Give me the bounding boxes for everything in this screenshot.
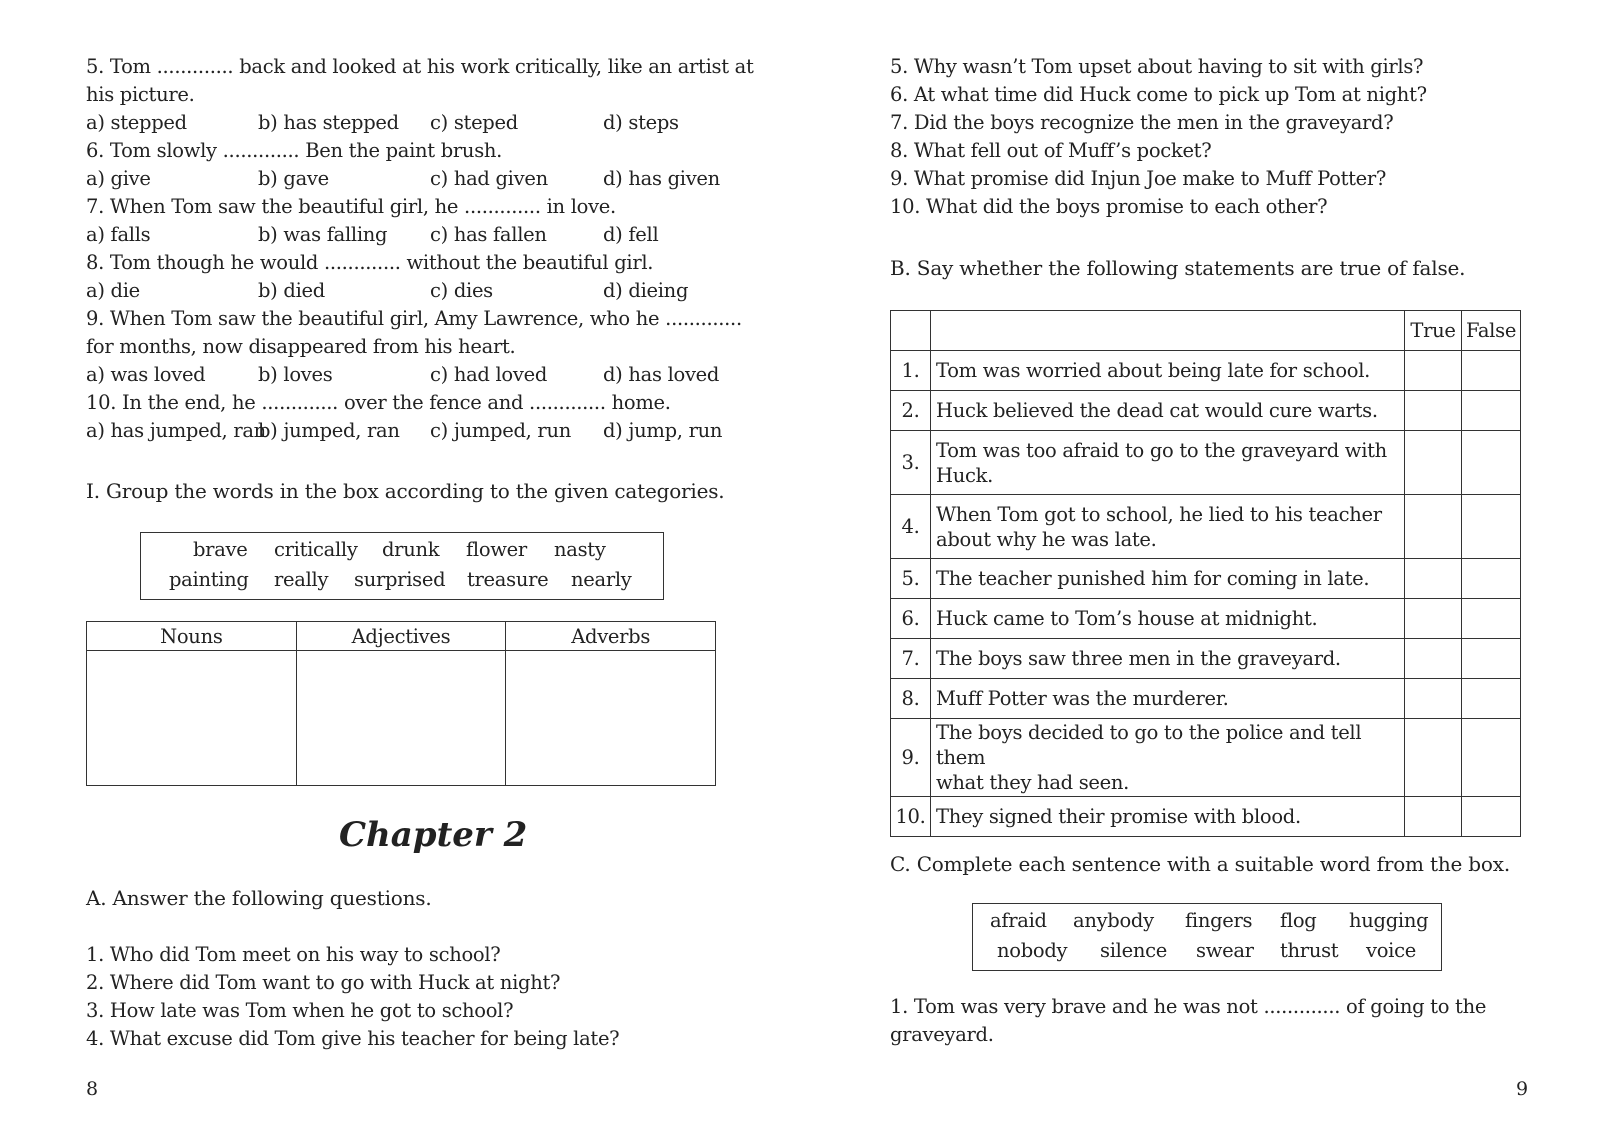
statement-number: 7. <box>891 639 931 679</box>
mcq-7-option-a: a) falls <box>86 223 151 246</box>
statement-row <box>891 719 1521 797</box>
tf-header-blank-statement <box>931 311 1405 351</box>
statement-number: 4. <box>891 495 931 559</box>
mcq-9-option-d: d) has loved <box>603 363 720 386</box>
statement-number: 6. <box>891 599 931 639</box>
mcq-6-option-d: d) has given <box>603 167 720 190</box>
mcq-9-stem-line-1: 9. When Tom saw the beautiful girl, Amy Lawrence, who he ............. <box>86 307 742 330</box>
word-box-word: thrust <box>1280 939 1339 962</box>
section-c-heading: C. Complete each sentence with a suitable word from the box. <box>890 852 1510 876</box>
question-10: 10. What did the boys promise to each other? <box>890 195 1328 218</box>
mcq-10-option-c: c) jumped, run <box>430 419 571 442</box>
statement-text: Tom was worried about being late for school. <box>931 351 1405 391</box>
mcq-8-option-c: c) dies <box>430 279 493 302</box>
false-checkbox-cell[interactable] <box>1462 679 1521 719</box>
statement-number: 8. <box>891 679 931 719</box>
statement-number: 9. <box>891 719 931 797</box>
true-checkbox-cell[interactable] <box>1405 639 1462 679</box>
question-1: 1. Who did Tom meet on his way to school? <box>86 943 501 966</box>
tf-header-blank-num <box>891 311 931 351</box>
question-4: 4. What excuse did Tom give his teacher for being late? <box>86 1027 620 1050</box>
mcq-5-option-c: c) steped <box>430 111 518 134</box>
statement-text <box>931 495 1405 559</box>
false-checkbox-cell[interactable] <box>1462 599 1521 639</box>
statement-text <box>931 431 1405 495</box>
false-checkbox-cell[interactable] <box>1462 495 1521 559</box>
statement-number: 10. <box>891 797 931 837</box>
word-box-word: flower <box>466 538 527 561</box>
statement-text-line: Huck. <box>936 463 994 487</box>
question-3: 3. How late was Tom when he got to school? <box>86 999 514 1022</box>
mcq-10-option-a: a) has jumped, ran <box>86 419 266 442</box>
mcq-10-option-d: d) jump, run <box>603 419 723 442</box>
word-box-word: silence <box>1100 939 1167 962</box>
question-7: 7. Did the boys recognize the men in the graveyard? <box>890 111 1394 134</box>
mcq-7-option-c: c) has fallen <box>430 223 547 246</box>
category-table-header-row <box>87 622 716 651</box>
tf-header-row <box>891 311 1521 351</box>
mcq-5-stem-line-1: 5. Tom ............. back and looked at his work critically, like an artist at <box>86 55 754 78</box>
true-checkbox-cell[interactable] <box>1405 679 1462 719</box>
true-checkbox-cell[interactable] <box>1405 719 1462 797</box>
mcq-7-option-d: d) fell <box>603 223 659 246</box>
true-checkbox-cell[interactable] <box>1405 599 1462 639</box>
section-i-heading: I. Group the words in the box according to the given categories. <box>86 479 725 503</box>
word-box-word: surprised <box>354 568 446 591</box>
statement-row <box>891 559 1521 599</box>
mcq-9-stem-line-2: for months, now disappeared from his heart. <box>86 335 516 358</box>
word-box <box>972 903 1442 971</box>
statement-text <box>931 719 1405 797</box>
word-box-word: fingers <box>1185 909 1253 932</box>
word-box-word: nearly <box>571 568 632 591</box>
true-column-header: True <box>1405 311 1462 351</box>
statement-number: 2. <box>891 391 931 431</box>
statement-text-line: what they had seen. <box>936 771 1130 794</box>
mcq-10-stem: 10. In the end, he ............. over the fence and ............. home. <box>86 391 671 414</box>
word-box <box>140 532 664 600</box>
mcq-5-option-b: b) has stepped <box>258 111 399 134</box>
completion-sentence-line-2: graveyard. <box>890 1023 994 1046</box>
adverbs-answer-cell[interactable] <box>506 651 716 786</box>
statement-row <box>891 431 1521 495</box>
section-a-heading: A. Answer the following questions. <box>86 886 432 910</box>
statement-text: The teacher punished him for coming in late. <box>931 559 1405 599</box>
word-box-word: painting <box>169 568 249 591</box>
true-false-table <box>890 310 1521 837</box>
mcq-6-option-a: a) give <box>86 167 151 190</box>
word-box-word: hugging <box>1349 909 1429 932</box>
question-2: 2. Where did Tom want to go with Huck at night? <box>86 971 561 994</box>
statement-text-line: about why he was late. <box>936 527 1157 551</box>
mcq-5-option-a: a) stepped <box>86 111 187 134</box>
true-checkbox-cell[interactable] <box>1405 495 1462 559</box>
true-checkbox-cell[interactable] <box>1405 351 1462 391</box>
false-checkbox-cell[interactable] <box>1462 797 1521 837</box>
adjectives-header: Adjectives <box>296 622 506 651</box>
true-checkbox-cell[interactable] <box>1405 797 1462 837</box>
right-page <box>890 0 1530 1143</box>
mcq-7-stem: 7. When Tom saw the beautiful girl, he ............. in love. <box>86 195 616 218</box>
statement-text: Muff Potter was the murderer. <box>931 679 1405 719</box>
mcq-6-option-c: c) had given <box>430 167 548 190</box>
false-column-header: False <box>1462 311 1521 351</box>
question-9: 9. What promise did Injun Joe make to Muff Potter? <box>890 167 1387 190</box>
mcq-10-option-b: b) jumped, ran <box>258 419 400 442</box>
statement-text-line: Tom was too afraid to go to the graveyard with <box>936 438 1387 462</box>
mcq-6-stem: 6. Tom slowly ............. Ben the paint brush. <box>86 139 503 162</box>
word-box-word: afraid <box>990 909 1047 932</box>
section-b-heading: B. Say whether the following statements are true of false. <box>890 256 1466 280</box>
word-box-word: really <box>274 568 329 591</box>
mcq-8-stem: 8. Tom though he would ............. without the beautiful girl. <box>86 251 654 274</box>
statement-text: The boys saw three men in the graveyard. <box>931 639 1405 679</box>
word-box-word: swear <box>1196 939 1254 962</box>
mcq-9-option-c: c) had loved <box>430 363 548 386</box>
word-box-word: nasty <box>554 538 606 561</box>
mcq-8-option-d: d) dieing <box>603 279 689 302</box>
true-checkbox-cell[interactable] <box>1405 431 1462 495</box>
mcq-6-option-b: b) gave <box>258 167 329 190</box>
false-checkbox-cell[interactable] <box>1462 559 1521 599</box>
adjectives-answer-cell[interactable] <box>296 651 506 786</box>
page-number-right: 9 <box>1516 1078 1529 1100</box>
mcq-7-option-b: b) was falling <box>258 223 388 246</box>
mcq-9-option-a: a) was loved <box>86 363 206 386</box>
mcq-5-stem-line-2: his picture. <box>86 83 195 106</box>
mcq-5-option-d: d) steps <box>603 111 679 134</box>
false-checkbox-cell[interactable] <box>1462 431 1521 495</box>
word-box-word: voice <box>1366 939 1416 962</box>
mcq-8-option-b: b) died <box>258 279 325 302</box>
completion-sentence-line-1: 1. Tom was very brave and he was not ............. of going to the <box>890 995 1487 1018</box>
statement-row <box>891 351 1521 391</box>
category-table <box>86 621 716 786</box>
false-checkbox-cell[interactable] <box>1462 391 1521 431</box>
true-checkbox-cell[interactable] <box>1405 559 1462 599</box>
word-box-word: treasure <box>467 568 549 591</box>
true-checkbox-cell[interactable] <box>1405 391 1462 431</box>
statement-text: They signed their promise with blood. <box>931 797 1405 837</box>
statement-row <box>891 679 1521 719</box>
question-5: 5. Why wasn’t Tom upset about having to sit with girls? <box>890 55 1424 78</box>
nouns-header: Nouns <box>87 622 297 651</box>
statement-text-line: The boys decided to go to the police and tell them <box>936 721 1362 769</box>
mcq-9-option-b: b) loves <box>258 363 333 386</box>
category-table-answer-row <box>87 651 716 786</box>
question-8: 8. What fell out of Muff’s pocket? <box>890 139 1212 162</box>
statement-number: 1. <box>891 351 931 391</box>
left-page <box>86 0 754 1143</box>
adverbs-header: Adverbs <box>506 622 716 651</box>
false-checkbox-cell[interactable] <box>1462 639 1521 679</box>
word-box-word: nobody <box>997 939 1068 962</box>
statement-text: Huck believed the dead cat would cure warts. <box>931 391 1405 431</box>
nouns-answer-cell[interactable] <box>87 651 297 786</box>
statement-number: 3. <box>891 431 931 495</box>
statement-text: Huck came to Tom’s house at midnight. <box>931 599 1405 639</box>
word-box-word: drunk <box>382 538 440 561</box>
false-checkbox-cell[interactable] <box>1462 351 1521 391</box>
word-box-word: flog <box>1280 909 1317 932</box>
word-box-word: anybody <box>1073 909 1154 932</box>
statement-text-line: When Tom got to school, he lied to his teacher <box>936 502 1382 526</box>
statement-row <box>891 797 1521 837</box>
mcq-8-option-a: a) die <box>86 279 140 302</box>
statement-row <box>891 599 1521 639</box>
statement-row <box>891 391 1521 431</box>
statement-row <box>891 639 1521 679</box>
word-box-word: brave <box>193 538 248 561</box>
statement-number: 5. <box>891 559 931 599</box>
statement-row <box>891 495 1521 559</box>
false-checkbox-cell[interactable] <box>1462 719 1521 797</box>
chapter-title: Chapter 2 <box>339 815 528 855</box>
page-number-left: 8 <box>86 1078 99 1100</box>
question-6: 6. At what time did Huck come to pick up Tom at night? <box>890 83 1427 106</box>
word-box-word: critically <box>274 538 358 561</box>
